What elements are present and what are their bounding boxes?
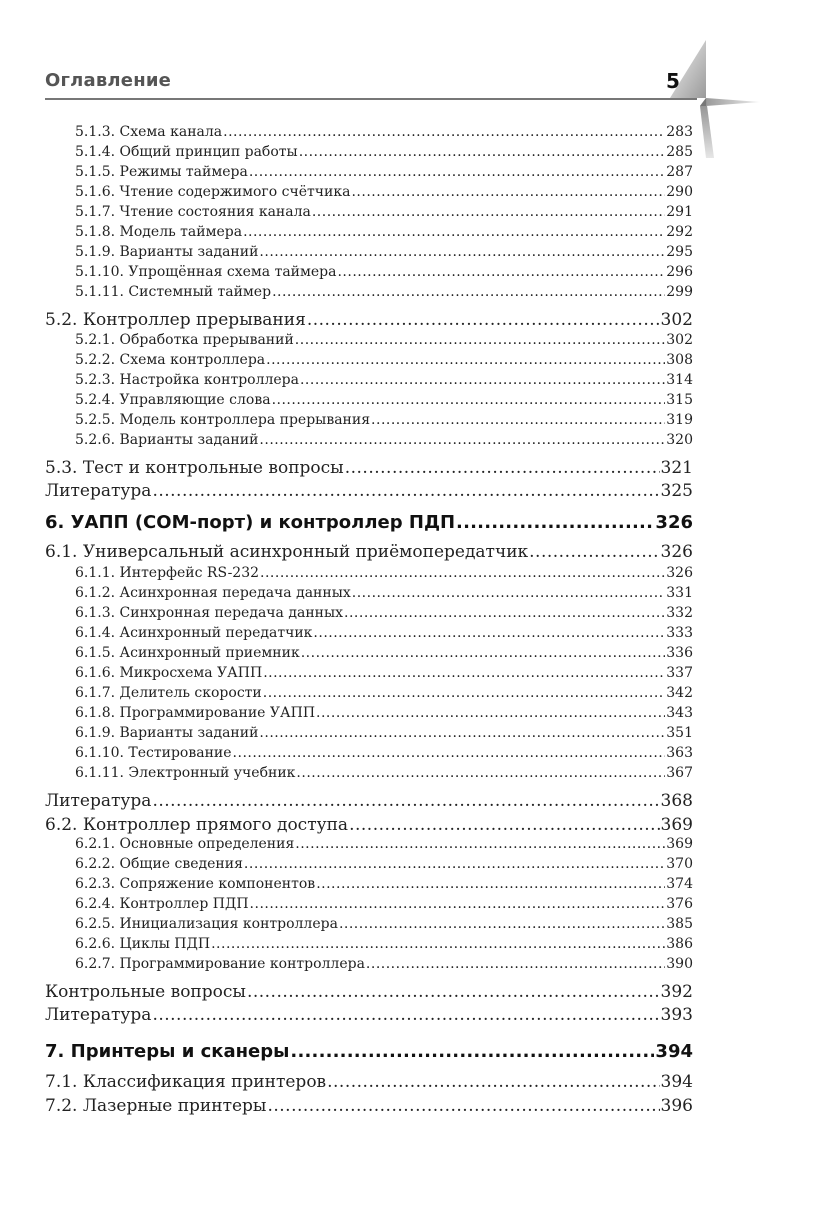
toc-entry-title: 5.2.4. Управляющие слова: [75, 392, 271, 408]
toc-entry-sec: [45, 310, 693, 332]
dot-leader: [243, 224, 665, 240]
dot-leader: [366, 956, 665, 972]
toc-entry-sub: [75, 432, 693, 450]
toc-entry-sub: [75, 372, 693, 390]
toc-entry-page: 394: [655, 1041, 693, 1062]
toc-entry-page: 320: [666, 432, 693, 448]
dot-leader: [301, 645, 666, 661]
dot-leader: [290, 1041, 654, 1062]
dot-leader: [272, 284, 665, 300]
toc-entry-page: 295: [666, 244, 693, 260]
toc-entry-page: 392: [660, 982, 693, 1002]
toc-entry-sub: [75, 204, 693, 222]
toc-entry-sec: [45, 982, 693, 1004]
toc-entry-title: Литература: [45, 1005, 152, 1025]
toc-entry-sub: [75, 332, 693, 350]
toc-entry-title: 5.1.11. Системный таймер: [75, 284, 272, 300]
toc-entry-title: 6.2.1. Основные определения: [75, 836, 295, 852]
toc-entry-page: 326: [660, 542, 693, 562]
toc-entry-page: 369: [660, 815, 693, 835]
toc-entry-page: 393: [660, 1005, 693, 1025]
toc-entry-sub: [75, 876, 693, 894]
dot-leader: [259, 725, 665, 741]
toc-entry-chap: [45, 1041, 693, 1067]
toc-entry-title: 6.2. Контроллер прямого доступа: [45, 815, 349, 835]
dot-leader: [296, 765, 665, 781]
dot-leader: [312, 204, 665, 220]
toc-entry-title: 6.2.5. Инициализация контроллера: [75, 916, 338, 932]
toc-entry-sub: [75, 244, 693, 262]
toc-entry-page: 343: [666, 705, 693, 721]
toc-entry-sub: [75, 412, 693, 430]
dot-leader: [316, 876, 665, 892]
toc-entry-title: 6.1.1. Интерфейс RS-232: [75, 565, 260, 581]
toc-entry-page: 374: [666, 876, 693, 892]
toc-entry-sub: [75, 164, 693, 182]
toc-entry-page: 315: [666, 392, 693, 408]
dot-leader: [211, 936, 665, 952]
toc-entry-sub: [75, 765, 693, 783]
toc-entry-page: 390: [666, 956, 693, 972]
toc-entry-page: 291: [666, 204, 693, 220]
toc-entry-page: 314: [666, 372, 693, 388]
dot-leader: [337, 264, 665, 280]
dot-leader: [244, 856, 665, 872]
toc-entry-page: 283: [666, 124, 693, 140]
dot-leader: [259, 432, 665, 448]
toc-entry-page: 370: [666, 856, 693, 872]
toc-entry-page: 363: [666, 745, 693, 761]
dot-leader: [263, 665, 665, 681]
toc-entry-page: 386: [666, 936, 693, 952]
toc-entry-title: 5.2.1. Обработка прерываний: [75, 332, 294, 348]
dot-leader: [250, 896, 666, 912]
toc-entry-sub: [75, 956, 693, 974]
dot-leader: [295, 332, 665, 348]
toc-entry-title: 6.1.7. Делитель скорости: [75, 685, 262, 701]
toc-entry-title: 6.1. Универсальный асинхронный приёмопередатчик: [45, 542, 529, 562]
toc-entry-title: 6.1.5. Асинхронный приемник: [75, 645, 300, 661]
toc-entry-title: 5.2.5. Модель контроллера прерывания: [75, 412, 371, 428]
dot-leader: [152, 481, 659, 501]
toc-entry-title: 5.2. Контроллер прерывания: [45, 310, 306, 330]
dot-leader: [307, 310, 660, 330]
toc-entry-page: 331: [666, 585, 693, 601]
dot-leader: [259, 244, 665, 260]
toc-entry-page: 333: [666, 625, 693, 641]
toc-entry-page: 376: [666, 896, 693, 912]
toc-entry-title: 6.2.7. Программирование контроллера: [75, 956, 365, 972]
toc-entry-title: Контрольные вопросы: [45, 982, 246, 1002]
dot-leader: [299, 144, 666, 160]
dot-leader: [371, 412, 665, 428]
toc-entry-title: Литература: [45, 481, 152, 501]
toc-entry-title: 5.1.10. Упрощённая схема таймера: [75, 264, 337, 280]
toc-entry-sub: [75, 605, 693, 623]
dot-leader: [267, 1096, 659, 1116]
toc-entry-page: 290: [666, 184, 693, 200]
toc-entry-sec: [45, 791, 693, 813]
toc-entry-title: 7.2. Лазерные принтеры: [45, 1096, 267, 1116]
dot-leader: [266, 352, 665, 368]
toc-entry-sec: [45, 1096, 693, 1118]
toc-entry-sub: [75, 745, 693, 763]
toc-entry-sub: [75, 352, 693, 370]
toc-entry-title: 6.2.4. Контроллер ПДП: [75, 896, 249, 912]
toc-entry-title: 6.2.2. Общие сведения: [75, 856, 243, 872]
toc-entry-sub: [75, 836, 693, 854]
dot-leader: [249, 164, 665, 180]
toc-entry-sec: [45, 458, 693, 480]
toc-entry-sec: [45, 1005, 693, 1027]
toc-entry-sub: [75, 585, 693, 603]
toc-entry-title: 6.1.3. Синхронная передача данных: [75, 605, 344, 621]
toc-entry-sub: [75, 392, 693, 410]
toc-entry-title: 6.1.4. Асинхронный передатчик: [75, 625, 313, 641]
toc-entry-page: 319: [666, 412, 693, 428]
toc-entry-title: 6.2.6. Циклы ПДП: [75, 936, 211, 952]
toc-entry-sub: [75, 645, 693, 663]
dot-leader: [316, 705, 665, 721]
toc-entry-page: 308: [666, 352, 693, 368]
toc-entry-page: 302: [666, 332, 693, 348]
toc-entry-title: 6.1.8. Программирование УАПП: [75, 705, 316, 721]
toc-entry-title: 6.1.11. Электронный учебник: [75, 765, 296, 781]
toc-entry-page: 296: [666, 264, 693, 280]
dot-leader: [339, 916, 665, 932]
toc-entry-sub: [75, 856, 693, 874]
toc-entry-sub: [75, 685, 693, 703]
toc-entry-page: 385: [666, 916, 693, 932]
dot-leader: [263, 685, 666, 701]
toc-entry-title: 5.2.2. Схема контроллера: [75, 352, 266, 368]
toc-entry-sec: [45, 542, 693, 564]
toc-entry-title: 6.2.3. Сопряжение компонентов: [75, 876, 316, 892]
toc-entry-title: 7. Принтеры и сканеры: [45, 1041, 290, 1062]
toc-entry-page: 285: [666, 144, 693, 160]
toc-entry-sec: [45, 481, 693, 503]
toc-entry-page: 326: [666, 565, 693, 581]
toc-entry-sub: [75, 705, 693, 723]
toc-entry-page: 321: [660, 458, 693, 478]
dot-leader: [247, 982, 660, 1002]
toc-entry-title: 6.1.6. Микросхема УАПП: [75, 665, 263, 681]
dot-leader: [233, 745, 666, 761]
toc-entry-title: 5.2.3. Настройка контроллера: [75, 372, 299, 388]
toc-entry-sub: [75, 184, 693, 202]
toc-entry-title: 5.1.6. Чтение содержимого счётчика: [75, 184, 351, 200]
toc-entry-page: 396: [660, 1096, 693, 1116]
dot-leader: [456, 512, 654, 533]
dot-leader: [272, 392, 666, 408]
toc-entry-page: 302: [660, 310, 693, 330]
page-number: 5: [666, 69, 680, 93]
toc-entry-sub: [75, 565, 693, 583]
toc-entry-title: 6.1.9. Варианты заданий: [75, 725, 259, 741]
dot-leader: [313, 625, 665, 641]
toc-entry-sec: [45, 815, 693, 837]
dot-leader: [529, 542, 659, 562]
toc-entry-title: 6. УАПП (COM-порт) и контроллер ПДП: [45, 512, 456, 533]
dot-leader: [260, 565, 665, 581]
toc-entry-sub: [75, 124, 693, 142]
toc-entry-title: 7.1. Классификация принтеров: [45, 1072, 327, 1092]
toc-entry-sub: [75, 625, 693, 643]
toc-entry-title: 5.1.7. Чтение состояния канала: [75, 204, 311, 220]
dot-leader: [345, 458, 660, 478]
toc-entry-title: 5.1.5. Режимы таймера: [75, 164, 248, 180]
toc-entry-page: 351: [666, 725, 693, 741]
toc-entry-page: 369: [666, 836, 693, 852]
dot-leader: [352, 585, 666, 601]
toc-entry-page: 332: [666, 605, 693, 621]
toc-entry-title: Литература: [45, 791, 152, 811]
toc-entry-page: 326: [655, 512, 693, 533]
toc-entry-title: 5.1.9. Варианты заданий: [75, 244, 259, 260]
toc-entry-sub: [75, 284, 693, 302]
dot-leader: [300, 372, 665, 388]
dot-leader: [344, 605, 665, 621]
toc-entry-sub: [75, 144, 693, 162]
dot-leader: [152, 791, 659, 811]
toc-entry-page: 337: [666, 665, 693, 681]
toc-entry-sub: [75, 725, 693, 743]
toc-entry-page: 367: [666, 765, 693, 781]
dot-leader: [349, 815, 659, 835]
toc-entry-page: 299: [666, 284, 693, 300]
dot-leader: [152, 1005, 659, 1025]
toc-entry-sub: [75, 264, 693, 282]
toc-entry-title: 5.2.6. Варианты заданий: [75, 432, 259, 448]
toc-entry-page: 292: [666, 224, 693, 240]
toc-entry-title: 6.1.2. Асинхронная передача данных: [75, 585, 351, 601]
toc-entry-sub: [75, 665, 693, 683]
dot-leader: [351, 184, 665, 200]
toc-entry-page: 394: [660, 1072, 693, 1092]
toc-entry-sub: [75, 916, 693, 934]
toc-entry-page: 325: [660, 481, 693, 501]
toc-entry-page: 342: [666, 685, 693, 701]
toc-entry-sub: [75, 896, 693, 914]
toc-entry-page: 336: [666, 645, 693, 661]
toc-entry-title: 5.1.4. Общий принцип работы: [75, 144, 298, 160]
toc-entry-title: 5.1.8. Модель таймера: [75, 224, 243, 240]
toc-entry-page: 287: [666, 164, 693, 180]
toc-entry-sec: [45, 1072, 693, 1094]
dot-leader: [223, 124, 665, 140]
toc-entry-sub: [75, 224, 693, 242]
toc-entry-title: 5.1.3. Схема канала: [75, 124, 223, 140]
running-header-title: Оглавление: [45, 70, 172, 91]
toc-entry-sub: [75, 936, 693, 954]
dot-leader: [327, 1072, 659, 1092]
toc-entry-title: 6.1.10. Тестирование: [75, 745, 232, 761]
toc-entry-title: 5.3. Тест и контрольные вопросы: [45, 458, 344, 478]
dot-leader: [295, 836, 665, 852]
toc-entry-page: 368: [660, 791, 693, 811]
toc-entry-chap: [45, 512, 693, 538]
